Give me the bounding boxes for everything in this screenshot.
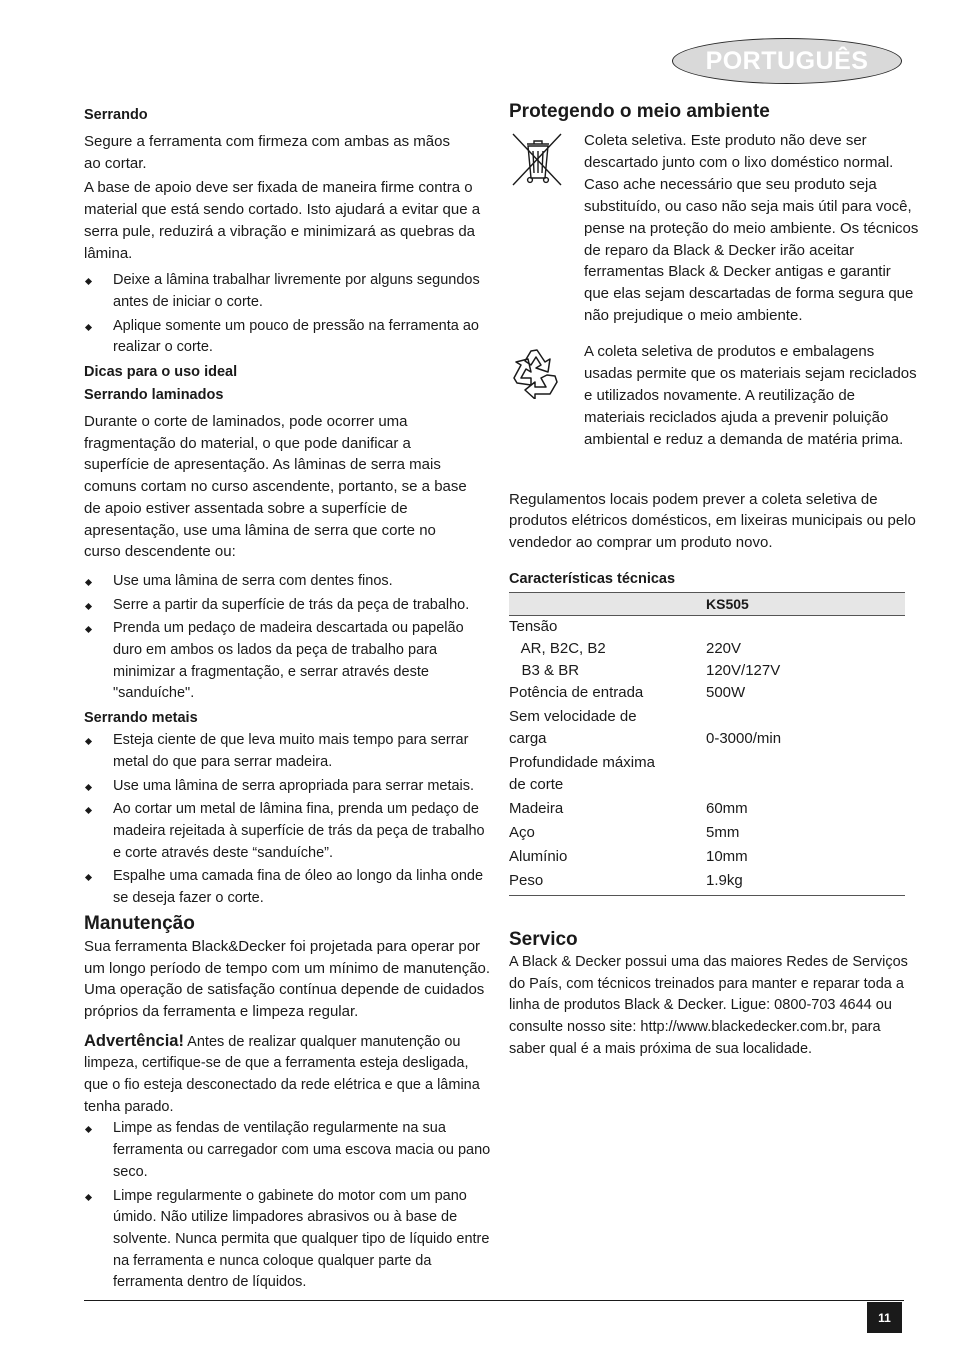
list-item: Deixe a lâmina trabalhar livremente por alguns segundos antes de iniciar o corte. (84, 270, 494, 313)
manutencao-bullet-list (84, 1118, 494, 1294)
coleta-text: Coleta seletiva. Este produto não deve ser descartado junto com o lixo doméstico normal. Caso ache necessário que seu produto seja substituído, ou caso não seja mais útil para você, pense na proteção do meio ambiente. Os técnicos de reparo da Black & Decker irão aceitar ferramentas Black & Decker antigas e garantir que elas sejam descartadas de forma segura que não prejudique o meio ambiente. (584, 132, 919, 325)
reciclagem-text: A coleta seletiva de produtos e embalagens usadas permite que os materiais sejam reciclados e utilizados novamente. A reutilização de materiais reciclados ajuda a prevenir poluição ambiental e reduz a demanda de matéria prima. (584, 343, 917, 448)
spec-label: Profundidade máxima (509, 753, 655, 771)
spec-value: 500W (706, 683, 746, 701)
spec-label: B3 & BR (509, 661, 580, 679)
table-row (509, 660, 905, 682)
advertencia-text: Antes de realizar qualquer manutenção ou limpeza, certifique-se de que a ferramenta esteja desligada, que o fio esteja desconectado da rede elétrica e que a lâmina tenha parado. (84, 1033, 480, 1115)
spec-label: AR, B2C, B2 (509, 639, 606, 657)
manutencao-paragraph: Sua ferramenta Black&Decker foi projetada para operar por um longo período de tempo com um mínimo de manutenção. Uma operação de satisfação contínua depende de cuidados próprios da ferramenta e limpeza regular. (84, 937, 491, 1020)
advertencia-paragraph (84, 1031, 494, 1119)
spec-model: KS505 (706, 592, 905, 615)
coleta-block (509, 130, 919, 327)
table-row (509, 844, 905, 868)
page-number: 11 (867, 1302, 902, 1333)
right-column (509, 100, 919, 1063)
laminados-paragraph: Durante o corte de laminados, pode ocorrer uma fragmentação do material, o que pode danificar a superfície de apresentação. As lâminas de serra mais comuns cortam no curso ascendente, portanto, se a base de apoio estiver assentada sobre a superfície de apresentação, use uma lâmina de serra que corte no curso descendente ou: (84, 413, 467, 561)
list-item: Limpe regularmente o gabinete do motor com um pano úmido. Não utilize limpadores abrasivos ou à base de solvente. Nunca permita que qualquer tipo de líquido entre na ferramenta e nunca coloque qualquer parte da ferramenta dentro de líquidos. (84, 1186, 494, 1295)
servico-paragraph: A Black & Decker possui uma das maiores Redes de Serviços do País, com técnicos treinados para manter e reparar toda a linha de produtos Black & Decker. Ligue: 0800-703 4644 ou consulte nosso site: http://www.blackedecker.com.br, para saber qual é a mais próxima de sua localidade. (509, 953, 908, 1057)
reciclagem-block (509, 341, 919, 451)
regulamentos-paragraph: Regulamentos locais podem prever a coleta seletiva de produtos elétricos domésticos, em lixeiras municipais ou pelo vendedor ao comprar um produto novo. (509, 490, 916, 552)
laminados-heading: Serrando laminados (84, 387, 224, 404)
language-badge (672, 38, 902, 84)
list-item: Use uma lâmina de serra com dentes finos. (84, 571, 494, 593)
spec-header-blank (509, 592, 706, 615)
spec-value (706, 774, 905, 796)
ambiente-heading: Protegendo o meio ambiente (509, 101, 770, 122)
list-item: Ao cortar um metal de lâmina fina, prenda um pedaço de madeira rejeitada à superfície de trás da peça de trabalho e corte através deste “sanduíche”. (84, 799, 494, 864)
spec-label: Peso (509, 871, 544, 889)
list-item: Use uma lâmina de serra apropriada para serrar metais. (84, 776, 494, 798)
crossed-bin-icon (509, 130, 584, 193)
spec-value: 120V/127V (706, 661, 781, 679)
serrando-bullet-list (84, 270, 494, 359)
language-label: PORTUGUÊS (705, 46, 869, 75)
servico-heading: Servico (509, 928, 578, 950)
spec-value: 10mm (706, 847, 748, 865)
table-row (509, 820, 905, 844)
table-row (509, 728, 905, 750)
table-row (509, 868, 905, 895)
spec-label: Sem velocidade de (509, 707, 637, 725)
table-row (509, 774, 905, 796)
spec-label: Aço (509, 823, 535, 841)
list-item: Esteja ciente de que leva muito mais tempo para serrar metal do que para serrar madeira. (84, 730, 494, 773)
spec-value (706, 704, 905, 728)
spec-value: 60mm (706, 799, 748, 817)
table-row (509, 796, 905, 820)
serrando-heading: Serrando (84, 107, 148, 123)
table-row (509, 615, 905, 638)
list-item: Limpe as fendas de ventilação regularmente na sua ferramenta ou carregador com uma escova macia ou pano seco. (84, 1118, 494, 1183)
footer-rule (84, 1300, 904, 1301)
table-row (509, 750, 905, 774)
spec-label: Tensão (509, 617, 558, 635)
caracteristicas-heading: Características técnicas (509, 570, 676, 587)
metais-bullet-list (84, 730, 494, 910)
spec-value (706, 750, 905, 774)
dicas-heading: Dicas para o uso ideal (84, 364, 238, 381)
left-column (84, 104, 494, 1296)
recycle-icon (509, 341, 584, 404)
spec-header-row (509, 592, 905, 615)
spec-label: Alumínio (509, 847, 568, 865)
spec-value (706, 615, 905, 638)
serrando-paragraph-2: A base de apoio deve ser fixada de maneira firme contra o material que está sendo cortado. Isto ajudará a evitar que a serra pule, reduzirá a vibração e minimizará as quebras da lâmina. (84, 179, 481, 262)
spec-table (509, 592, 905, 895)
spec-label: Potência de entrada (509, 683, 644, 701)
spec-table-bottom-rule (509, 895, 905, 896)
laminados-bullet-list (84, 571, 494, 705)
table-row (509, 704, 905, 728)
spec-value: 1.9kg (706, 871, 743, 889)
advertencia-label: Advertência! (84, 1031, 184, 1050)
serrando-paragraph-1: Segure a ferramenta com firmeza com ambas as mãos ao cortar. (84, 133, 450, 172)
list-item: Espalhe uma camada fina de óleo ao longo da linha onde se deseja fazer o corte. (84, 866, 494, 909)
list-item: Serre a partir da superfície de trás da peça de trabalho. (84, 595, 494, 617)
table-row (509, 638, 905, 660)
spec-label: de corte (509, 775, 564, 793)
table-row (509, 682, 905, 704)
spec-value: 0-3000/min (706, 729, 782, 747)
spec-label: carga (509, 729, 547, 747)
spec-label: Madeira (509, 799, 564, 817)
manutencao-heading: Manutenção (84, 912, 195, 934)
list-item: Prenda um pedaço de madeira descartada ou papelão duro em ambos os lados da peça de trabalho para minimizar a fragmentação, e serrar através deste "sanduíche". (84, 618, 494, 705)
spec-value: 5mm (706, 823, 740, 841)
metais-heading: Serrando metais (84, 710, 198, 727)
spec-value: 220V (706, 639, 742, 657)
list-item: Aplique somente um pouco de pressão na ferramenta ao realizar o corte. (84, 316, 494, 359)
